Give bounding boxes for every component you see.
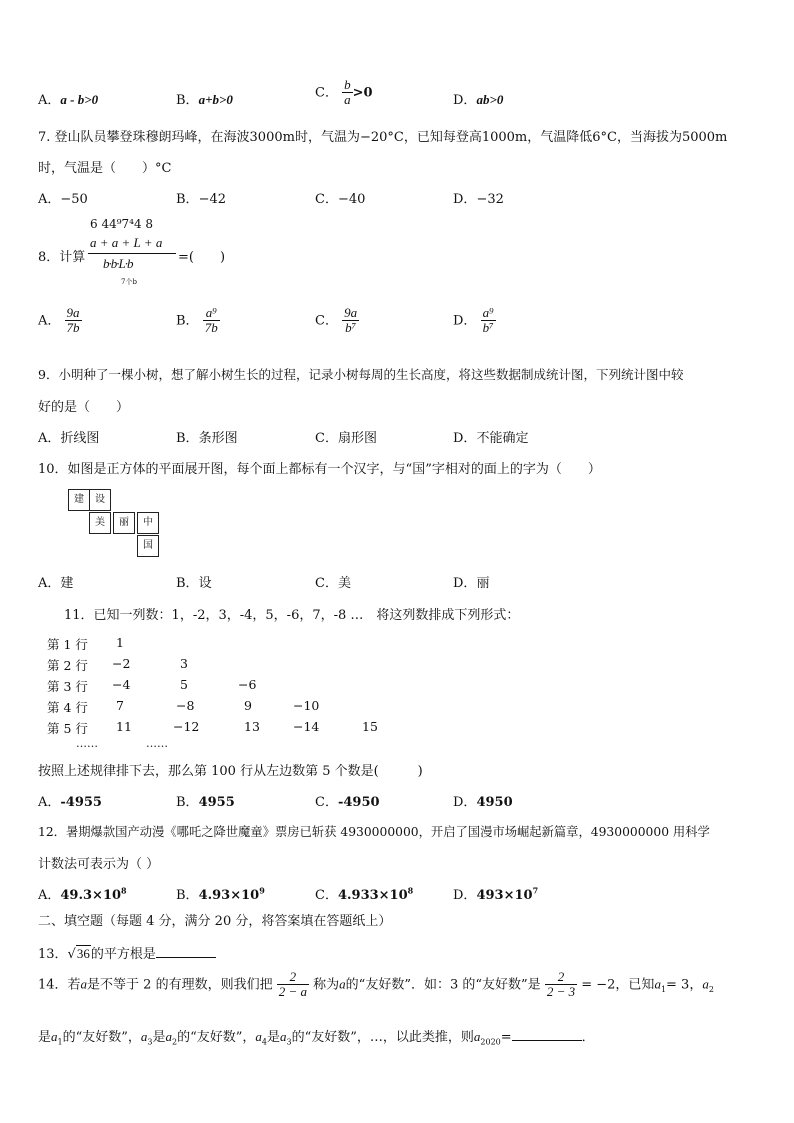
row-value: −4: [112, 677, 131, 692]
section-heading: 二、填空题（每题 4 分，满分 20 分，将答案填在答题纸上）: [38, 914, 392, 929]
q7-option-a: A．−50: [38, 192, 88, 207]
q9-option-d: D．不能确定: [453, 431, 529, 446]
q12-option-b: B．$4.93\times 10^9$: [176, 885, 265, 903]
row-value: 5: [180, 677, 188, 692]
q8-option-a: A． $\frac{9a}{7b}$: [38, 305, 80, 336]
q6-option-b: B．a+b>0: [176, 92, 233, 108]
row-label: 第 4 行: [47, 700, 88, 715]
q6-option-d: D．ab>0: [453, 92, 504, 108]
row-label: 第 1 行: [47, 637, 88, 652]
net-cell-she: 设: [89, 489, 111, 511]
q9-stem-line2: 好的是（ ）: [38, 400, 130, 415]
q8-option-b: B． $\frac{\text{a⁹}}{7b}$: [176, 305, 218, 336]
row-value: 11: [116, 719, 132, 734]
q7-option-d: D．−32: [453, 192, 504, 207]
q12-stem-line1: 12．暑期爆款国产动漫《哪吒之降世魔童》票房已斩获 4930000000，开启了国漫市场崛起新篇章，4930000000 用科学: [38, 825, 710, 839]
q11-stem: 11．已知一列数：1，-2，3，-4，5，-6，7，-8 … 将这列数排成下列形式：: [64, 608, 520, 623]
q8-suffix: =( ): [178, 250, 226, 265]
q14-line1: 14．若a是不等于 2 的有理数，则我们把 $\frac{2}{2 - a}$ 称为a的“友好数”．如：3 的“友好数”是 $\frac{2}{2 - 3}$ = −2，已知$a_1= 3$，$a_2$: [38, 969, 714, 1000]
q9-option-b: B．条形图: [176, 431, 238, 446]
row-value: 9: [244, 698, 252, 713]
q10-option-a: A．建: [38, 576, 74, 591]
continuation-dots: ……: [146, 737, 168, 750]
q12-option-a: A．$49.3\times 10^8$: [38, 885, 127, 903]
q9-stem-line1: 9．小明种了一棵小树，想了解小树生长的过程，记录小树每周的生长高度，将这些数据制成统计图，下列统计图中较: [38, 367, 684, 382]
row-value: −6: [238, 677, 257, 692]
q14-line2: 是$a_1$的“友好数”，$a_3$是$a_2$的“友好数”，$a_4$是$a_3$的“友好数”，…，以此类推，则$a_{2020}=$ ．: [38, 1029, 595, 1047]
q8-fraction-bar: [88, 253, 176, 254]
q11-option-d: D．4950: [453, 795, 513, 810]
q8-denominator: b·b·L·b: [103, 256, 133, 271]
q7-stem-line1: 7. 登山队员攀登珠穆朗玛峰，在海波3000m时，气温为−20°C，已知每登高1000m，气温降低6°C，当海拔为5000m: [38, 130, 728, 145]
row-value: 7: [116, 698, 124, 713]
net-cell-li: 丽: [113, 512, 135, 534]
answer-blank: [512, 1029, 582, 1041]
net-cell-zhong: 中: [137, 512, 159, 534]
q7-option-c: C．−40: [315, 192, 366, 207]
q8-brace-bottom: 7个b: [121, 278, 137, 286]
q9-option-a: A．折线图: [38, 431, 100, 446]
q10-stem: 10．如图是正方体的平面展开图，每个面上都标有一个汉字，与“国”字相对的面上的字为（ ）: [38, 462, 601, 477]
q10-option-b: B．设: [176, 576, 212, 591]
answer-blank: [156, 946, 216, 958]
q9-option-c: C．扇形图: [315, 431, 377, 446]
row-value: 15: [362, 719, 378, 734]
row-value: 3: [180, 656, 188, 671]
row-label: 第 2 行: [47, 658, 88, 673]
q7-option-b: B．−42: [176, 192, 226, 207]
row-value: −10: [293, 698, 320, 713]
row-value: −2: [112, 656, 131, 671]
net-cell-mei: 美: [89, 512, 111, 534]
q11-question: 按照上述规律排下去，那么第 100 行从左边数第 5 个数是( ): [38, 764, 423, 779]
q12-stem-line2: 计数法可表示为（ ）: [38, 857, 160, 872]
q10-option-d: D．丽: [453, 576, 490, 591]
row-label: 第 5 行: [47, 721, 88, 736]
q8-option-d: D． $\frac{\text{a⁹}}{\text{b⁷}}$: [453, 305, 494, 336]
net-cell-jian: 建: [68, 489, 90, 511]
q11-option-a: A．-4955: [38, 795, 102, 810]
q11-option-b: B．4955: [176, 795, 235, 810]
net-cell-guo: 国: [137, 535, 159, 557]
q12-option-d: D．$493\times 10^7$: [453, 885, 539, 903]
row-value: −12: [173, 719, 200, 734]
row-value: 1: [116, 635, 124, 650]
sqrt-sign: √: [67, 947, 76, 962]
q8-prefix: 8．计算: [38, 250, 86, 265]
row-value: −14: [293, 719, 320, 734]
q12-option-c: C．$4.933\times 10^8$: [315, 885, 414, 903]
q8-option-c: C． $\frac{9a}{\text{b⁷}}$: [315, 305, 358, 336]
q8-numerator: a + a + L + a: [90, 235, 163, 250]
q11-option-c: C．-4950: [315, 795, 380, 810]
row-value: −8: [176, 698, 195, 713]
row-label: 第 3 行: [47, 679, 88, 694]
q10-option-c: C．美: [315, 576, 351, 591]
q6-option-c: C． $\frac{b}{a}$ >0: [315, 77, 373, 108]
q13: 13．√36的平方根是: [38, 943, 216, 962]
q7-stem-line2: 时，气温是（ ）°C: [38, 161, 172, 176]
q6-option-a: A．a - b>0: [38, 92, 99, 108]
q8-brace-top: 6 44⁹7⁴4 8: [90, 217, 154, 231]
continuation-dots: ……: [76, 737, 98, 750]
row-value: 13: [244, 719, 260, 734]
